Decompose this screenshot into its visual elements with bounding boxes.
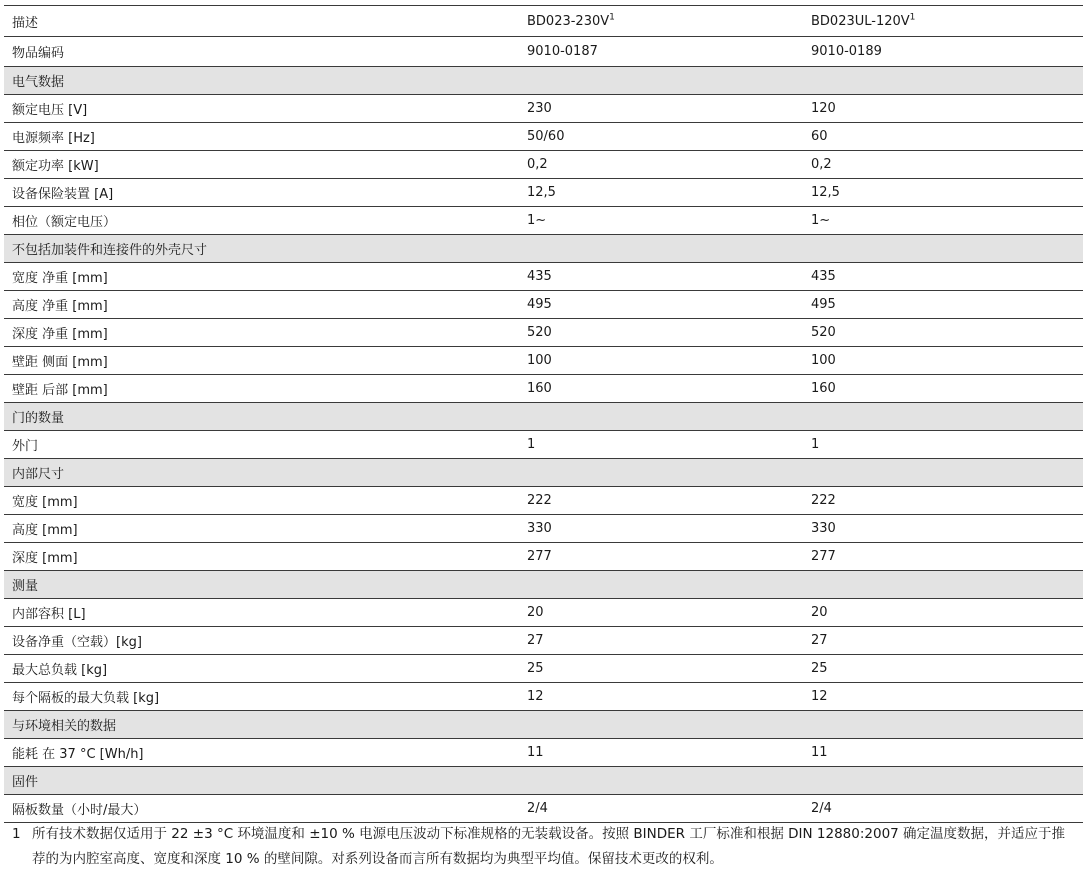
value-120v: 100 (803, 347, 1083, 375)
table-row (4, 151, 1083, 179)
table-row (4, 599, 1083, 627)
section-title: 电气数据 (4, 67, 1083, 95)
section-title: 测量 (4, 571, 1083, 599)
row-label: 宽度 [mm] (4, 487, 519, 515)
value-230v: 330 (519, 515, 803, 543)
section-header-row (4, 459, 1083, 487)
table-row (4, 487, 1083, 515)
section-header-row (4, 571, 1083, 599)
value-120v: 60 (803, 123, 1083, 151)
table-header-row (4, 6, 1083, 37)
value-120v: 222 (803, 487, 1083, 515)
row-label: 电源频率 [Hz] (4, 123, 519, 151)
table-row (4, 319, 1083, 347)
value-230v: 0,2 (519, 151, 803, 179)
row-label: 壁距 后部 [mm] (4, 375, 519, 403)
value-120v: 1~ (803, 207, 1083, 235)
footnote-text: 所有技术数据仅适用于 22 ±3 °C 环境温度和 ±10 % 电源电压波动下标准规格的无装载设备。按照 BINDER 工厂标准和根据 DIN 12880:2007 确定温度数据，并适应于推荐的为内腔室高度、宽度和深度 10 % 的壁间隙。对系列设备而言所有数据均为典型平均值。保留技术更改的权利。 (32, 826, 1066, 867)
row-label: 物品编码 (4, 37, 519, 67)
model-230v-label: BD023-230V (527, 13, 610, 29)
table-row (4, 739, 1083, 767)
value-230v: 230 (519, 95, 803, 123)
table-row (4, 375, 1083, 403)
row-label: 高度 [mm] (4, 515, 519, 543)
value-230v: 12 (519, 683, 803, 711)
row-label: 壁距 侧面 [mm] (4, 347, 519, 375)
value-230v: 160 (519, 375, 803, 403)
table-row (4, 795, 1083, 823)
table-row (4, 515, 1083, 543)
table-row (4, 431, 1083, 459)
table-row (4, 655, 1083, 683)
value-120v: 277 (803, 543, 1083, 571)
value-230v: 9010-0187 (519, 37, 803, 67)
row-label: 能耗 在 37 °C [Wh/h] (4, 739, 519, 767)
table-row (4, 543, 1083, 571)
value-120v: 20 (803, 599, 1083, 627)
model-120v-label: BD023UL-120V (811, 13, 910, 29)
row-label: 设备保险装置 [A] (4, 179, 519, 207)
row-label: 额定功率 [kW] (4, 151, 519, 179)
value-120v: 27 (803, 627, 1083, 655)
table-row (4, 627, 1083, 655)
row-label: 内部容积 [L] (4, 599, 519, 627)
value-230v: 50/60 (519, 123, 803, 151)
value-120v: 2/4 (803, 795, 1083, 823)
header-model-230v (519, 6, 803, 37)
value-120v: 435 (803, 263, 1083, 291)
section-header-row (4, 235, 1083, 263)
value-230v: 495 (519, 291, 803, 319)
value-120v: 120 (803, 95, 1083, 123)
footnote-ref: 1 (909, 12, 916, 23)
table-row (4, 95, 1083, 123)
footnote (12, 822, 1074, 872)
value-230v: 277 (519, 543, 803, 571)
spec-table (4, 5, 1083, 823)
section-title: 不包括加装件和连接件的外壳尺寸 (4, 235, 1083, 263)
table-row (4, 347, 1083, 375)
table-row (4, 207, 1083, 235)
value-120v: 520 (803, 319, 1083, 347)
value-120v: 1 (803, 431, 1083, 459)
footnote-number: 1 (12, 826, 21, 842)
value-120v: 160 (803, 375, 1083, 403)
value-230v: 435 (519, 263, 803, 291)
header-description: 描述 (4, 6, 519, 37)
value-230v: 520 (519, 319, 803, 347)
row-label: 宽度 净重 [mm] (4, 263, 519, 291)
value-120v: 12 (803, 683, 1083, 711)
table-row (4, 37, 1083, 67)
value-230v: 27 (519, 627, 803, 655)
value-120v: 495 (803, 291, 1083, 319)
row-label: 隔板数量（小时/最大） (4, 795, 519, 823)
section-header-row (4, 711, 1083, 739)
table-row (4, 683, 1083, 711)
value-230v: 2/4 (519, 795, 803, 823)
value-230v: 100 (519, 347, 803, 375)
section-header-row (4, 403, 1083, 431)
row-label: 设备净重（空载）[kg] (4, 627, 519, 655)
value-230v: 20 (519, 599, 803, 627)
value-230v: 222 (519, 487, 803, 515)
row-label: 最大总负载 [kg] (4, 655, 519, 683)
section-title: 固件 (4, 767, 1083, 795)
row-label: 高度 净重 [mm] (4, 291, 519, 319)
row-label: 深度 [mm] (4, 543, 519, 571)
value-230v: 12,5 (519, 179, 803, 207)
value-120v: 0,2 (803, 151, 1083, 179)
table-row (4, 291, 1083, 319)
row-label: 外门 (4, 431, 519, 459)
value-120v: 11 (803, 739, 1083, 767)
section-title: 内部尺寸 (4, 459, 1083, 487)
row-label: 深度 净重 [mm] (4, 319, 519, 347)
table-row (4, 179, 1083, 207)
row-label: 相位（额定电压） (4, 207, 519, 235)
value-230v: 1 (519, 431, 803, 459)
value-120v: 330 (803, 515, 1083, 543)
value-120v: 12,5 (803, 179, 1083, 207)
table-row (4, 263, 1083, 291)
section-title: 门的数量 (4, 403, 1083, 431)
value-120v: 9010-0189 (803, 37, 1083, 67)
value-120v: 25 (803, 655, 1083, 683)
value-230v: 1~ (519, 207, 803, 235)
section-title: 与环境相关的数据 (4, 711, 1083, 739)
value-230v: 25 (519, 655, 803, 683)
table-row (4, 123, 1083, 151)
row-label: 额定电压 [V] (4, 95, 519, 123)
row-label: 每个隔板的最大负载 [kg] (4, 683, 519, 711)
footnote-ref: 1 (609, 12, 615, 23)
header-model-120v (803, 6, 1083, 37)
value-230v: 11 (519, 739, 803, 767)
section-header-row (4, 67, 1083, 95)
section-header-row (4, 767, 1083, 795)
